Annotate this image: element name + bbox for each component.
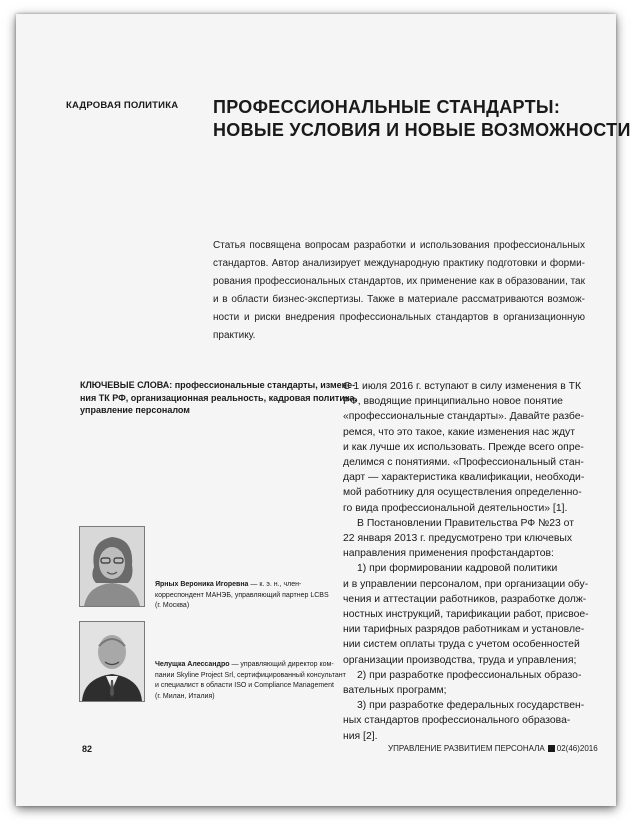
abstract-line: стандартов. Автор анализирует международную практику подготовки и форми-: [213, 258, 585, 269]
article-body: [343, 379, 593, 744]
section-label: КАДРОВАЯ ПОЛИТИКА: [66, 100, 179, 111]
man-portrait-icon: [80, 622, 144, 701]
author-bio-line: корреспондент МАНЭБ, управляющий партнер LCBS: [155, 591, 329, 599]
author-bio: [155, 660, 346, 702]
abstract-line: Статья посвящена вопросам разработки и использования профессиональных: [213, 240, 585, 251]
body-line: ния [2].: [343, 730, 378, 742]
keywords-block: [80, 379, 357, 417]
author-bio-line: (г. Москва): [155, 602, 190, 609]
body-line: В Постановлении Правительства РФ №23 от: [357, 517, 574, 529]
body-line: ных стандартов профессионального образова-: [343, 715, 571, 727]
abstract-line: ности и риски внедрения профессиональных стандартов в организационную: [213, 312, 585, 323]
square-bullet-icon: [548, 745, 555, 752]
body-line: и как лучше их использовать. Прежде всего опре-: [343, 441, 584, 453]
title-line: НОВЫЕ УСЛОВИЯ И НОВЫЕ ВОЗМОЖНОСТИ: [213, 120, 631, 140]
page-number: 82: [82, 744, 93, 754]
journal-footer: [388, 744, 598, 753]
article-abstract: [213, 237, 585, 345]
body-line: С 1 июля 2016 г. вступают в силу изменения в ТК: [343, 381, 582, 392]
author-bio-line: и специалист в области ISO и Compliance Management: [155, 682, 334, 689]
author-bio-line: — к. э. н., член-: [248, 581, 302, 588]
author-name: Челущка Алессандро: [155, 661, 230, 668]
author-bio-line: пании Skyline Project Srl, сертифицированный консультант: [155, 671, 346, 679]
body-line: «профессиональные стандарты». Давайте разбе-: [343, 411, 584, 423]
body-line: РФ, вводящие принципиально новое понятие: [343, 396, 563, 408]
keywords-line: ния ТК РФ, организационная реальность, кадровая политика,: [80, 392, 357, 403]
body-line: нии тарифных разрядов работникам и установле-: [343, 624, 585, 636]
journal-issue: 02(46)2016: [556, 744, 598, 753]
abstract-line: и в области бизнес-экспертизы. Также в материале рассматриваются возмож-: [213, 294, 585, 305]
body-line: организации производства, труда и управления;: [343, 654, 577, 666]
body-line: мой работнику для осуществления определенно-: [343, 487, 582, 499]
body-line: го вида профессиональной деятельности» [1].: [343, 502, 568, 514]
body-line: 22 января 2013 г. предусмотрено три ключевых: [343, 533, 573, 545]
body-line: ностных инструкций, тарификации работ, присвое-: [343, 609, 589, 621]
body-line: 3) при разработке федеральных государствен-: [357, 700, 585, 712]
abstract-line: рования профессиональных стандартов, их применение как в образовании, так: [213, 276, 585, 287]
keywords-line: КЛЮЧЕВЫЕ СЛОВА: профессиональные стандарты, измене-: [80, 380, 356, 390]
author-name: Ярных Вероника Игоревна: [155, 581, 249, 588]
body-line: чения и аттестации работников, разработке долж-: [343, 593, 587, 605]
body-line: вательных программ;: [343, 685, 447, 697]
keywords-line: управление персоналом: [80, 405, 190, 415]
body-line: и в управлении персоналом, при организации обу-: [343, 578, 589, 590]
title-line: ПРОФЕССИОНАЛЬНЫЕ СТАНДАРТЫ:: [213, 97, 561, 117]
author-bio: [155, 580, 335, 612]
journal-name: УПРАВЛЕНИЕ РАЗВИТИЕМ ПЕРСОНАЛА: [388, 744, 545, 753]
woman-portrait-icon: [80, 527, 144, 606]
body-line: ремся, что это такое, какие изменения нас ждут: [343, 426, 576, 438]
body-line: нии систем оплаты труда с учетом особенностей: [343, 639, 580, 651]
body-line: делимся с понятиями. «Профессиональный стан-: [343, 457, 584, 469]
article-title: [213, 96, 631, 142]
author-photo: [79, 621, 145, 702]
author-bio-line: — управляющий директор ком-: [229, 661, 334, 668]
abstract-line: практику.: [213, 330, 256, 341]
body-line: 2) при разработке профессиональных образо-: [357, 669, 582, 681]
author-photo: [79, 526, 145, 607]
body-line: 1) при формировании кадровой политики: [357, 563, 558, 575]
body-line: направления применения профстандартов:: [343, 548, 554, 560]
body-line: дарт — характеристика квалификации, необходи-: [343, 472, 585, 484]
author-bio-line: (г. Милан, Италия): [155, 692, 215, 700]
